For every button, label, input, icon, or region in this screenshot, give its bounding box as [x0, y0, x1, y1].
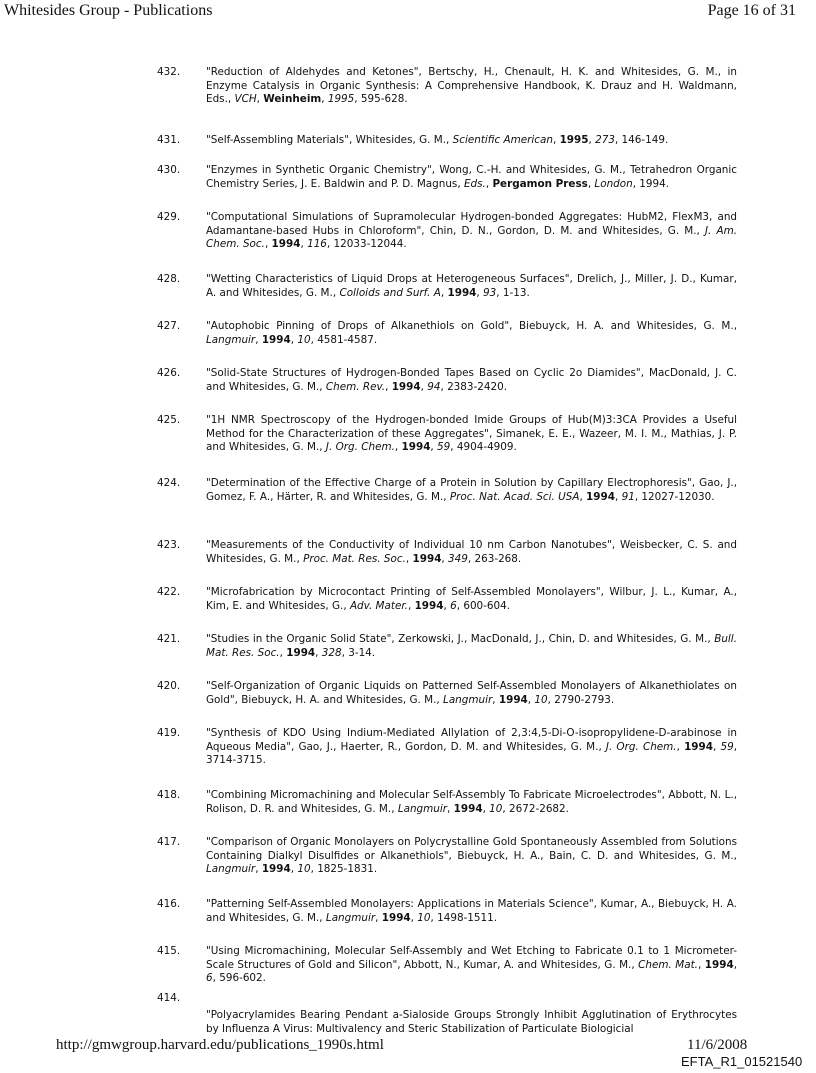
citation-text: , 12033-12044.: [326, 238, 407, 251]
citation-text: , 146-149.: [614, 134, 669, 146]
publication-citation: [206, 134, 737, 148]
citation-italic: Langmuir: [206, 863, 256, 876]
citation-text: ,: [476, 286, 484, 299]
citation-text: ,: [614, 490, 622, 503]
citation-italic: Langmuir: [397, 802, 448, 815]
publication-citation: [206, 633, 737, 660]
publication-number: 417.: [157, 836, 181, 848]
citation-year: 1994: [391, 380, 421, 393]
citation-text: ,: [420, 380, 428, 393]
citation-italic: 93: [483, 286, 497, 299]
citation-text: "Comparison of Organic Monolayers on Polycrystalline Gold Spontaneously Assembled from Solutions Containing Dialkyl Disulfides or Alkanethiols", Biebuyck, H. A., Bain, C. D. and Whitesides, G. M.,: [206, 836, 737, 862]
citation-text: "Synthesis of KDO Using Indium-Mediated Allylation of 2,3:4,5-Di-O-isopropylidene-D-arabinose in Aqueous Media", Gao, J., Haerter, R., Gordon, D. M. and Whitesides, G. M.,: [206, 727, 737, 753]
publication-citation: [206, 836, 737, 877]
publication-citation: [206, 945, 737, 986]
citation-text: , 595-628.: [354, 93, 408, 106]
citation-italic: 1995: [327, 93, 355, 106]
publication-citation: [206, 367, 737, 394]
citation-italic: Adv. Mater.: [349, 599, 408, 612]
citation-italic: 91: [621, 490, 635, 503]
citation-text: , 1-13.: [496, 286, 530, 299]
publication-number: 426.: [157, 367, 181, 379]
citation-text: "Studies in the Organic Solid State", Zerkowski, J., MacDonald, J., Chin, D. and Whitesides, G. M.,: [206, 633, 715, 645]
publication-number: 420.: [157, 680, 181, 692]
page-number: Page 16 of 31: [707, 2, 796, 19]
publication-number: 418.: [157, 789, 181, 801]
citation-text: , 4904-4909.: [450, 441, 517, 454]
citation-italic: Scientific American: [452, 134, 553, 146]
publication-number: 431.: [157, 134, 181, 146]
citation-text: ,: [407, 599, 415, 612]
publication-number: 430.: [157, 164, 181, 176]
publication-number: 428.: [157, 273, 181, 285]
citation-year: Pergamon Press: [492, 177, 588, 190]
citation-text: ,: [410, 911, 418, 924]
citation-year: 1994: [271, 238, 301, 251]
citation-text: , 3714-3715.: [206, 740, 738, 767]
header-title: Whitesides Group - Publications: [4, 2, 213, 19]
citation-year: 1994: [261, 863, 291, 876]
citation-italic: 10: [417, 911, 431, 924]
citation-text: "Determination of the Effective Charge of a Protein in Solution by Capillary Electrophoresis", Gao, J., Gomez, F. A., Härter, R. and Whitesides, G. M.,: [206, 477, 737, 503]
publication-citation: [206, 586, 737, 613]
citation-year: 1994: [498, 693, 528, 706]
citation-year: 1994: [381, 911, 411, 924]
citation-text: , 596-602.: [212, 972, 266, 985]
citation-year: 1994: [704, 958, 734, 971]
citation-italic: 10: [534, 693, 548, 706]
citation-text: , 12027-12030.: [634, 490, 715, 503]
publication-citation: [206, 539, 737, 566]
citation-text: "Self-Assembling Materials", Whitesides, G. M.,: [206, 134, 453, 146]
publication-number: 429.: [157, 211, 181, 223]
citation-text: , 1498-1511.: [430, 911, 498, 924]
publication-number: 427.: [157, 320, 181, 332]
publication-number: 423.: [157, 539, 181, 551]
citation-italic: 59: [720, 740, 734, 753]
citation-text: "Self-Organization of Organic Liquids on Patterned Self-Assembled Monolayers of Alkanethiolates on Gold", Biebuyck, H. A. and Whitesides, G. M.,: [206, 680, 737, 706]
citation-italic: 349: [448, 552, 468, 565]
citation-text: ,: [482, 802, 490, 815]
citation-year: 1995: [559, 134, 589, 146]
citation-year: 1994: [447, 286, 477, 299]
citation-text: ,: [441, 552, 449, 565]
publication-number: 414.: [157, 992, 181, 1004]
publication-citation: [206, 164, 737, 191]
citation-italic: 273: [595, 134, 615, 146]
citation-italic: Bull. Mat. Res. Soc.: [206, 633, 737, 659]
citation-italic: Colloids and Surf. A: [339, 286, 441, 299]
citation-year: Weinheim: [263, 93, 322, 106]
publication-citation: [206, 477, 737, 504]
citation-italic: 116: [307, 238, 327, 251]
citation-italic: VCH: [234, 93, 257, 106]
citation-text: "Reduction of Aldehydes and Ketones", Bertschy, H., Chenault, H. K. and Whitesides, G. M., in Enzyme Catalysis in Organic Synthesis: A Comprehensive Handbook, K. Drauz and H. Waldmann, Eds.,: [206, 66, 737, 106]
citation-text: , 2383-2420.: [440, 380, 508, 393]
citation-text: ,: [255, 863, 262, 876]
citation-year: 1994: [453, 802, 483, 815]
citation-text: "Enzymes in Synthetic Organic Chemistry", Wong, C.-H. and Whitesides, G. M., Tetrahedron Organic Chemistry Series, J. E. Baldwin and P. D. Magnus,: [206, 164, 737, 190]
publication-citation: [206, 789, 737, 816]
citation-text: , 600-604.: [456, 599, 511, 612]
citation-text: , 263-268.: [467, 552, 522, 565]
citation-text: ,: [676, 740, 685, 753]
citation-italic: 6: [206, 972, 213, 985]
citation-italic: 10: [297, 863, 311, 876]
citation-italic: 6: [450, 599, 457, 612]
citation-italic: J. Am. Chem. Soc.: [206, 224, 738, 251]
citation-year: 1994: [401, 441, 431, 454]
publication-number: 432.: [157, 66, 181, 78]
citation-italic: 94: [427, 380, 441, 393]
citation-text: "Combining Micromachining and Molecular Self-Assembly To Fabricate Microelectrodes", Abbott, N. L., Rolison, D. R. and Whitesides, G. M.,: [206, 789, 737, 815]
citation-text: ,: [579, 490, 587, 503]
citation-text: ,: [492, 693, 499, 706]
citation-text: ,: [527, 693, 535, 706]
document-id: EFTA_R1_01521540: [681, 1054, 803, 1069]
citation-text: ,: [713, 740, 721, 753]
citation-italic: Langmuir: [443, 693, 493, 706]
citation-italic: Chem. Mat.: [638, 958, 698, 971]
citation-year: 1994: [586, 490, 615, 503]
citation-text: ,: [430, 441, 438, 454]
publication-number: 419.: [157, 727, 181, 739]
publication-citation: [206, 66, 737, 107]
citation-italic: Langmuir: [325, 911, 376, 924]
citation-year: 1994: [261, 333, 291, 346]
citation-text: "Microfabrication by Microcontact Printing of Self-Assembled Monolayers", Wilbur, J. L., Kumar, A., Kim, E. and Whitesides, G.,: [206, 586, 737, 612]
publication-citation: [206, 320, 737, 347]
publication-citation: [206, 680, 737, 707]
citation-text: "Solid-State Structures of Hydrogen-Bonded Tapes Based on Cyclic 2o Diamides", MacDonald, J. C. and Whitesides, G. M.,: [206, 367, 737, 393]
citation-text: "1H NMR Spectroscopy of the Hydrogen-bonded Imide Groups of Hub(M)3:3CA Provides a Useful Method for the Characterization of these Aggregates", Simanek, E. E., Wazeer, M. I. M., Mathias, J. P. and Whitesides, G. M.,: [206, 414, 737, 454]
citation-text: "Wetting Characteristics of Liquid Drops at Heterogeneous Surfaces", Drelich, J., Miller, J. D., Kumar, A. and Whitesides, G. M.,: [206, 273, 737, 299]
citation-text: ,: [443, 599, 451, 612]
citation-text: ,: [255, 333, 262, 346]
citation-text: ,: [447, 802, 454, 815]
citation-italic: 328: [321, 646, 342, 659]
citation-italic: J. Org. Chem.: [325, 441, 395, 454]
citation-text: "Patterning Self-Assembled Monolayers: Applications in Materials Science", Kumar, A., Biebuyck, H. A. and Whitesides, G. M.,: [206, 898, 737, 924]
citation-text: ,: [264, 238, 272, 251]
citation-italic: Chem. Rev.: [325, 380, 386, 393]
publication-number: 425.: [157, 414, 181, 426]
citation-italic: Langmuir: [206, 333, 256, 346]
publication-citation: [206, 727, 737, 768]
citation-year: 1994: [684, 740, 713, 753]
footer-url[interactable]: http://gmwgroup.harvard.edu/publications_1990s.html: [56, 1037, 384, 1053]
citation-text: , 2672-2682.: [502, 802, 569, 815]
citation-year: 1994: [414, 599, 444, 612]
citation-text: "Using Micromachining, Molecular Self-Assembly and Wet Etching to Fabricate 0.1 to 1 Micrometer-Scale Structures of Gold and Silicon", Abbott, N., Kumar, A. and Whitesides, G. M.,: [206, 945, 737, 971]
citation-text: ,: [300, 238, 308, 251]
citation-text: , 3-14.: [341, 646, 376, 659]
citation-text: ,: [552, 134, 560, 146]
citation-italic: 10: [297, 333, 311, 346]
citation-italic: 10: [489, 802, 503, 815]
citation-text: "Autophobic Pinning of Drops of Alkanethiols on Gold", Biebuyck, H. A. and Whitesides, G. M.,: [206, 320, 737, 332]
citation-text: , 1994.: [632, 177, 670, 190]
footer-date: 11/6/2008: [687, 1037, 748, 1053]
citation-text: , 1825-1831.: [310, 863, 378, 876]
citation-text: ,: [256, 93, 264, 106]
publication-number: 422.: [157, 586, 181, 598]
citation-italic: Proc. Nat. Acad. Sci. USA: [449, 490, 580, 503]
publication-number: 415.: [157, 945, 181, 957]
citation-italic: J. Org. Chem.: [605, 740, 677, 753]
citation-italic: 59: [437, 441, 451, 454]
publication-citation: [206, 898, 737, 925]
citation-text: ,: [375, 911, 382, 924]
citation-text: ,: [394, 441, 402, 454]
citation-text: ,: [588, 134, 596, 146]
citation-text: ,: [290, 863, 298, 876]
publication-citation: [206, 273, 737, 300]
citation-italic: London: [594, 177, 633, 190]
citation-text: "Measurements of the Conductivity of Individual 10 nm Carbon Nanotubes", Weisbecker, C. S. and Whitesides, G. M.,: [206, 539, 737, 565]
citation-text: ,: [315, 646, 322, 659]
citation-year: 1994: [286, 646, 316, 659]
citation-text: ,: [279, 646, 287, 659]
citation-italic: Proc. Mat. Res. Soc.: [303, 552, 406, 565]
citation-text: ,: [697, 958, 705, 971]
publication-citation: [206, 414, 737, 455]
citation-text: ,: [321, 93, 328, 106]
citation-text: "Polyacrylamides Bearing Pendant a-Sialoside Groups Strongly Inhibit Agglutination of Erythrocytes by Influenza A Virus: Multivalency and Steric Stabilization of Particulate Biologicial: [206, 1009, 737, 1035]
publication-citation: [206, 1009, 737, 1036]
publication-number: 421.: [157, 633, 181, 645]
citation-text: , 4581-4587.: [310, 333, 378, 346]
publication-citation: [206, 211, 737, 252]
citation-text: ,: [587, 177, 595, 190]
citation-text: ,: [290, 333, 298, 346]
citation-year: 1994: [412, 552, 442, 565]
citation-text: ,: [440, 286, 448, 299]
citation-text: ,: [733, 958, 737, 971]
publication-number: 416.: [157, 898, 181, 910]
citation-text: ,: [485, 177, 493, 190]
citation-italic: Eds.: [463, 177, 486, 190]
citation-text: ,: [385, 380, 392, 393]
publication-number: 424.: [157, 477, 181, 489]
citation-text: ,: [405, 552, 413, 565]
citation-text: "Computational Simulations of Supramolecular Hydrogen-bonded Aggregates: HubM2, FlexM3, and Adamantane-based Hubs in Chloroform", Chin, D. N., Gordon, D. M. and Whitesides, G. M.,: [206, 211, 737, 237]
citation-text: , 2790-2793.: [547, 693, 615, 706]
